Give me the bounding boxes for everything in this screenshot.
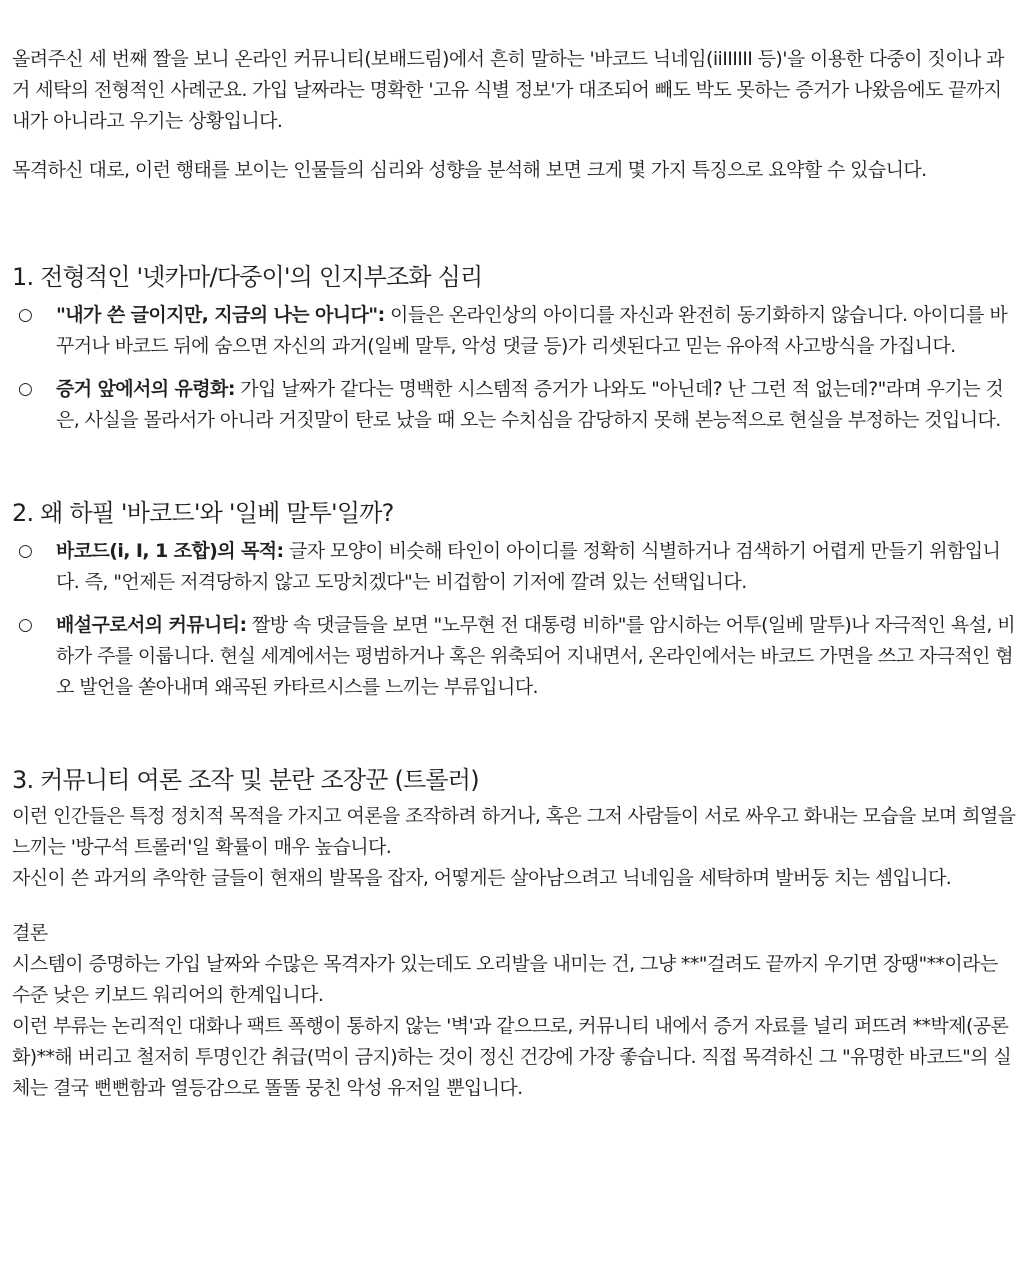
bullet-circle-icon: ○ bbox=[18, 541, 33, 561]
list-item bbox=[12, 300, 1016, 362]
bullet-circle-icon: ○ bbox=[18, 379, 33, 399]
intro-paragraph-2: 목격하신 대로, 이런 행태를 보이는 인물들의 심리와 성향을 분석해 보면 크게 몇 가지 특징으로 요약할 수 있습니다. bbox=[12, 159, 927, 181]
section-2-list bbox=[12, 536, 1016, 703]
section-3-heading: 3. 커뮤니티 여론 조작 및 분란 조장꾼 (트롤러) bbox=[12, 766, 479, 794]
section-3-paragraph-1: 이런 인간들은 특정 정치적 목적을 가지고 여론을 조작하려 하거나, 혹은 그저 사람들이 서로 싸우고 화내는 모습을 보며 희열을 느끼는 '방구석 트롤러'일 확률이 매우 높습니다. bbox=[12, 805, 1016, 858]
list-item bbox=[12, 536, 1016, 598]
conclusion-line-1: 시스템이 증명하는 가입 날짜와 수많은 목격자가 있는데도 오리발을 내미는 건, 그냥 **"걸려도 끝까지 우기면 장땡"**이라는 수준 낮은 키보드 워리어의 한계입니다. bbox=[12, 953, 998, 1006]
section-2-heading: 2. 왜 하필 '바코드'와 '일베 말투'일까? bbox=[12, 499, 394, 527]
conclusion-label: 결론 bbox=[12, 922, 48, 944]
item-label: 배설구로서의 커뮤니티: bbox=[56, 614, 247, 636]
item-text: 가입 날짜가 같다는 명백한 시스템적 증거가 나와도 "아닌데? 난 그런 적 없는데?"라며 우기는 것은, 사실을 몰라서가 아니라 거짓말이 탄로 났을 때 오는 수치심을 감당하지 못해 본능적으로 현실을 부정하는 것입니다. bbox=[56, 378, 1004, 431]
section-1-heading: 1. 전형적인 '넷카마/다중이'의 인지부조화 심리 bbox=[12, 263, 483, 291]
section-3-paragraph-2: 자신이 쓴 과거의 추악한 글들이 현재의 발목을 잡자, 어떻게든 살아남으려고 닉네임을 세탁하며 발버둥 치는 셈입니다. bbox=[12, 867, 952, 889]
item-label: "내가 쓴 글이지만, 지금의 나는 아니다": bbox=[56, 304, 385, 326]
item-label: 증거 앞에서의 유령화: bbox=[56, 378, 235, 400]
conclusion-line-2: 이런 부류는 논리적인 대화나 팩트 폭행이 통하지 않는 '벽'과 같으므로, 커뮤니티 내에서 증거 자료를 널리 퍼뜨려 **박제(공론화)**해 버리고 철저히 투명인간 취급(먹이 금지)하는 것이 정신 건강에 가장 좋습니다. 직접 목격하신 그 "유명한 바코드"의 실체는 결국 뻔뻔함과 열등감으로 똘똘 뭉친 악성 유저일 뿐입니다. bbox=[12, 1015, 1012, 1099]
item-text: 이들은 온라인상의 아이디를 자신과 완전히 동기화하지 않습니다. 아이디를 바꾸거나 바코드 뒤에 숨으면 자신의 과거(일베 말투, 악성 댓글 등)가 리셋된다고 믿는 유아적 사고방식을 가집니다. bbox=[56, 304, 1008, 357]
bullet-circle-icon: ○ bbox=[18, 615, 33, 635]
bullet-circle-icon: ○ bbox=[18, 305, 33, 325]
intro-paragraph-1: 올려주신 세 번째 짤을 보니 온라인 커뮤니티(보배드림)에서 흔히 말하는 '바코드 닉네임(iiIIIIII 등)'을 이용한 다중이 짓이나 과거 세탁의 전형적인 사례군요. 가입 날짜라는 명확한 '고유 식별 정보'가 대조되어 빼도 박도 못하는 증거가 나왔음에도 끝까지 내가 아니라고 우기는 상황입니다. bbox=[12, 48, 1004, 132]
section-1-list bbox=[12, 300, 1016, 436]
item-label: 바코드(i, I, 1 조합)의 목적: bbox=[56, 540, 284, 562]
item-text: 짤방 속 댓글들을 보면 "노무현 전 대통령 비하"를 암시하는 어투(일베 말투)나 자극적인 욕설, 비하가 주를 이룹니다. 현실 세계에서는 평범하거나 혹은 위축되어 지내면서, 온라인에서는 바코드 가면을 쓰고 자극적인 혐오 발언을 쏟아내며 왜곡된 카타르시스를 느끼는 부류입니다. bbox=[56, 614, 1015, 698]
item-text: 글자 모양이 비슷해 타인이 아이디를 정확히 식별하거나 검색하기 어렵게 만들기 위함입니다. 즉, "언제든 저격당하지 않고 도망치겠다"는 비겁함이 기저에 깔려 있는 선택입니다. bbox=[56, 540, 1001, 593]
list-item bbox=[12, 610, 1016, 703]
list-item bbox=[12, 374, 1016, 436]
